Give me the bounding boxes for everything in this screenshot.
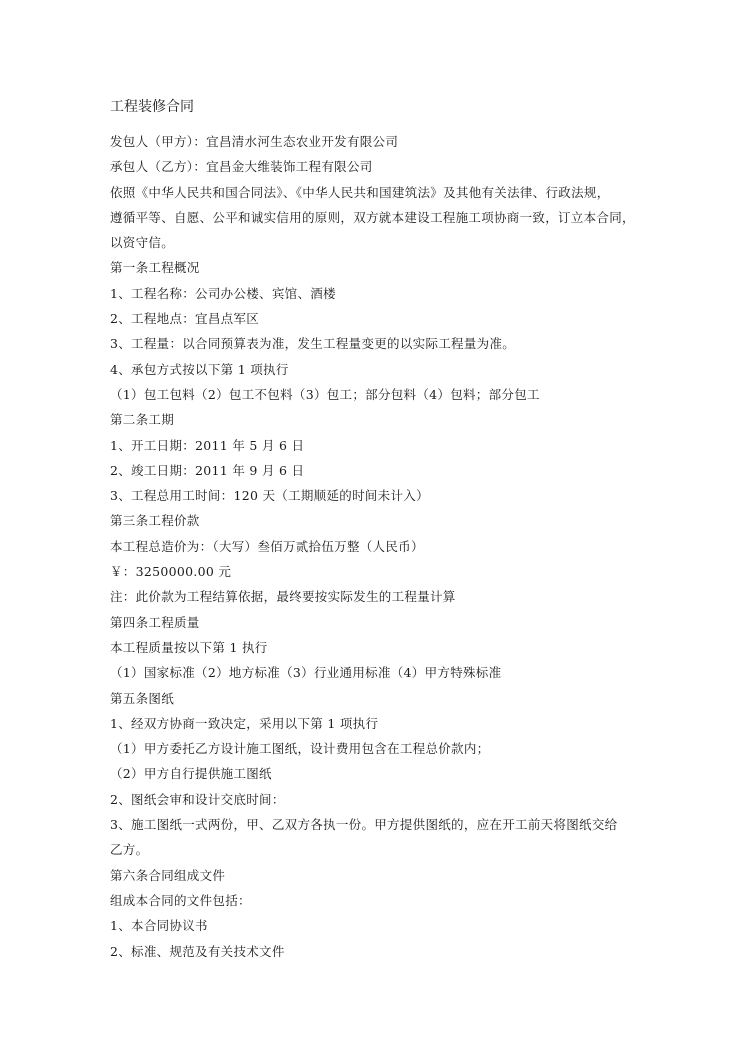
clause-line: 2、工程地点：宜昌点军区 <box>110 311 260 327</box>
clause-line: 本工程总造价为：（大写）叁佰万贰拾伍万整（人民币） <box>110 538 424 554</box>
clause-line: （1）国家标准（2）地方标准（3）行业通用标准（4）甲方特殊标准 <box>110 665 502 681</box>
contract-body <box>110 129 640 964</box>
clause-line: 2、标准、规范及有关技术文件 <box>110 943 285 959</box>
document-title: 工程装修合同 <box>110 99 194 115</box>
clause-line: （1）包工包料（2）包工不包料（3）包工；部分包料（4）包料；部分包工 <box>110 386 540 402</box>
clause-line: 本工程质量按以下第 1 执行 <box>110 639 268 655</box>
clause-line: 组成本合同的文件包括： <box>110 892 251 908</box>
preamble-line: 依照《中华人民共和国合同法》、《中华人民共和国建筑法》及其他有关法律、行政法规， <box>110 184 610 200</box>
clause-line: 3、工程量：以合同预算表为准，发生工程量变更的以实际工程量为准。 <box>110 336 516 352</box>
clause-line: （2）甲方自行提供施工图纸 <box>110 766 272 782</box>
article-heading: 第二条工期 <box>110 412 175 428</box>
article-heading: 第三条工程价款 <box>110 513 200 529</box>
article-heading: 第六条合同组成文件 <box>110 867 226 883</box>
clause-line: 注：此价款为工程结算依据，最终要按实际发生的工程量计算 <box>110 589 456 605</box>
clause-line: 3、施工图纸一式两份，甲、乙双方各执一份。甲方提供图纸的，应在开工前天将图纸交给 <box>110 817 618 833</box>
article-heading: 第四条工程质量 <box>110 614 200 630</box>
clause-line: 4、承包方式按以下第 1 项执行 <box>110 361 289 377</box>
clause-line: 1、本合同协议书 <box>110 918 208 934</box>
party-b-line: 承包人（乙方）：宜昌金大维装饰工程有限公司 <box>110 159 373 175</box>
clause-line: 3、工程总用工时间：120 天（工期顺延的时间未计入） <box>110 488 429 504</box>
clause-line: 1、经双方协商一致决定，采用以下第 1 项执行 <box>110 715 379 731</box>
clause-line: ￥：3250000.00 元 <box>110 564 232 580</box>
preamble-line: 以资守信。 <box>110 235 175 251</box>
clause-line: （1）甲方委托乙方设计施工图纸，设计费用包含在工程总价款内； <box>110 741 490 757</box>
clause-line: 2、图纸会审和设计交底时间： <box>110 791 285 807</box>
clause-line: 乙方。 <box>110 842 149 858</box>
article-heading: 第五条图纸 <box>110 690 175 706</box>
party-a-line: 发包人（甲方）：宜昌清水河生态农业开发有限公司 <box>110 134 399 149</box>
clause-line: 1、开工日期：2011 年 5 月 6 日 <box>110 437 305 453</box>
clause-line: 1、工程名称：公司办公楼、宾馆、酒楼 <box>110 285 336 301</box>
clause-line: 2、竣工日期：2011 年 9 月 6 日 <box>110 462 305 478</box>
article-heading: 第一条工程概况 <box>110 260 200 276</box>
preamble-line: 遵循平等、自愿、公平和诚实信用的原则，双方就本建设工程施工项协商一致，订立本合同， <box>110 209 635 225</box>
